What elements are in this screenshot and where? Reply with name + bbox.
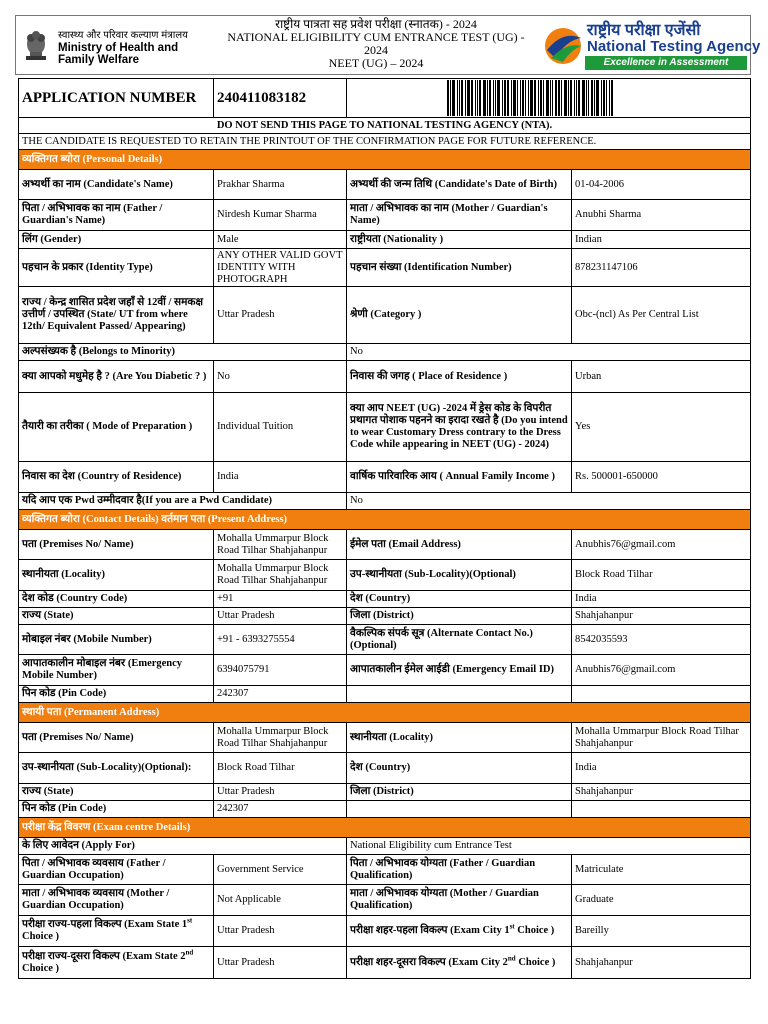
mobile-value: +91 - 6393275554 xyxy=(214,625,347,655)
mother-name-label: माता / अभिभावक का नाम (Mother / Guardian's Name) xyxy=(347,200,572,231)
present-state-label: राज्य (State) xyxy=(19,608,214,625)
minority-value: No xyxy=(347,344,751,361)
mother-qualification-value: Graduate xyxy=(572,885,751,916)
present-locality-value: Mohalla Ummarpur Block Road Tilhar Shahjahanpur xyxy=(214,560,347,591)
identification-number-value: 878231147106 xyxy=(572,249,751,287)
present-state-value: Uttar Pradesh xyxy=(214,608,347,625)
notice-retain-printout: THE CANDIDATE IS REQUESTED TO RETAIN THE PRINTOUT OF THE CONFIRMATION PAGE FOR FUTURE REFERENCE. xyxy=(19,134,751,150)
exam-title-short: NEET (UG) – 2024 xyxy=(328,56,424,70)
state-12th-value: Uttar Pradesh xyxy=(214,287,347,344)
father-name-label: पिता / अभिभावक का नाम (Father / Guardian's Name) xyxy=(19,200,214,231)
dob-label: अभ्यर्थी की जन्म तिथि (Candidate's Date of Birth) xyxy=(347,170,572,200)
father-qualification-label: पिता / अभिभावक योग्यता (Father / Guardian Qualification) xyxy=(347,855,572,885)
exam-city-1-label: परीक्षा शहर-पहला विकल्प (Exam City 1st Choice ) xyxy=(347,916,572,947)
permanent-sublocality-label: उप-स्थानीयता (Sub-Locality)(Optional): xyxy=(19,753,214,784)
father-occupation-label: पिता / अभिभावक व्यवसाय (Father / Guardian Occupation) xyxy=(19,855,214,885)
present-premises-label: पता (Premises No/ Name) xyxy=(19,530,214,560)
ministry-name-hindi: स्वास्थ्य और परिवार कल्याण मंत्रालय xyxy=(58,30,188,41)
present-sublocality-value: Block Road Tilhar xyxy=(572,560,751,591)
identity-type-value: ANY OTHER VALID GOVT IDENTITY WITH PHOTOGRAPH xyxy=(214,249,347,287)
section-exam-centre: परीक्षा केंद्र विवरण (Exam centre Details) xyxy=(19,818,751,838)
state-12th-label: राज्य / केन्द्र शासित प्रदेश जहाँ से 12वीं / समकक्ष उत्तीर्ण / उपस्थित (State/ UT from where 12th/ Equivalent Passed/ Appearing) xyxy=(19,287,214,344)
apply-for-value: National Eligibility cum Entrance Test xyxy=(347,838,751,855)
section-personal-details: व्यक्तिगत ब्योरा (Personal Details) xyxy=(19,150,751,170)
email-label: ईमेल पता (Email Address) xyxy=(347,530,572,560)
application-row xyxy=(19,79,751,118)
ministry-name-line1: Ministry of Health and xyxy=(58,42,179,54)
permanent-sublocality-value: Block Road Tilhar xyxy=(214,753,347,784)
notice-do-not-send: DO NOT SEND THIS PAGE TO NATIONAL TESTING AGENCY (NTA). xyxy=(19,118,751,134)
identification-number-label: पहचान संख्या (Identification Number) xyxy=(347,249,572,287)
candidate-name-value: Prakhar Sharma xyxy=(214,170,347,200)
exam-state-1-value: Uttar Pradesh xyxy=(214,916,347,947)
permanent-country-label: देश (Country) xyxy=(347,753,572,784)
permanent-locality-value: Mohalla Ummarpur Block Road Tilhar Shahjahanpur xyxy=(572,723,751,753)
permanent-pin-value: 242307 xyxy=(214,801,347,818)
exam-state-1-label: परीक्षा राज्य-पहला विकल्प (Exam State 1st Choice ) xyxy=(19,916,214,947)
diabetic-value: No xyxy=(214,361,347,393)
permanent-pin-label: पिन कोड (Pin Code) xyxy=(19,801,214,818)
country-code-value: +91 xyxy=(214,591,347,608)
pwd-label: यदि आप एक Pwd उम्मीदवार है(If you are a Pwd Candidate) xyxy=(19,493,347,510)
permanent-state-value: Uttar Pradesh xyxy=(214,784,347,801)
gender-label: लिंग (Gender) xyxy=(19,231,214,249)
dress-code-value: Yes xyxy=(572,393,751,462)
apply-for-label: के लिए आवेदन (Apply For) xyxy=(19,838,347,855)
confirmation-table xyxy=(18,78,751,979)
exam-city-2-label: परीक्षा शहर-दूसरा विकल्प (Exam City 2nd Choice ) xyxy=(347,947,572,979)
permanent-premises-label: पता (Premises No/ Name) xyxy=(19,723,214,753)
exam-title-hindi: राष्ट्रीय पात्रता सह प्रवेश परीक्षा (स्नातक) - 2024 xyxy=(275,17,477,31)
barcode-image xyxy=(447,79,747,117)
country-residence-label: निवास का देश (Country of Residence) xyxy=(19,462,214,493)
ministry-block xyxy=(22,28,212,68)
category-value: Obc-(ncl) As Per Central List xyxy=(572,287,751,344)
exam-title-english: NATIONAL ELIGIBILITY CUM ENTRANCE TEST (UG) - 2024 xyxy=(227,30,525,57)
family-income-value: Rs. 500001-650000 xyxy=(572,462,751,493)
exam-state-2-label: परीक्षा राज्य-दूसरा विकल्प (Exam State 2nd Choice ) xyxy=(19,947,214,979)
section-permanent-address: स्थायी पता (Permanent Address) xyxy=(19,703,751,723)
gender-value: Male xyxy=(214,231,347,249)
present-country-value: India xyxy=(572,591,751,608)
father-qualification-value: Matriculate xyxy=(572,855,751,885)
country-residence-value: India xyxy=(214,462,347,493)
residence-place-label: निवास की जगह ( Place of Residence ) xyxy=(347,361,572,393)
application-number-label: APPLICATION NUMBER xyxy=(19,79,214,118)
emergency-email-value: Anubhis76@gmail.com xyxy=(572,655,751,686)
permanent-district-label: जिला (District) xyxy=(347,784,572,801)
nta-name-english: National Testing Agency xyxy=(587,38,761,55)
present-premises-value: Mohalla Ummarpur Block Road Tilhar Shahjahanpur xyxy=(214,530,347,560)
present-locality-label: स्थानीयता (Locality) xyxy=(19,560,214,591)
present-pin-value: 242307 xyxy=(214,686,347,703)
permanent-state-label: राज्य (State) xyxy=(19,784,214,801)
nta-tagline: Excellence in Assessment xyxy=(585,56,747,70)
emergency-mobile-label: आपातकालीन मोबाइल नंबर (Emergency Mobile Number) xyxy=(19,655,214,686)
exam-city-1-value: Bareilly xyxy=(572,916,751,947)
present-sublocality-label: उप-स्थानीयता (Sub-Locality)(Optional) xyxy=(347,560,572,591)
barcode-cell xyxy=(347,79,751,118)
residence-place-value: Urban xyxy=(572,361,751,393)
candidate-name-label: अभ्यर्थी का नाम (Candidate's Name) xyxy=(19,170,214,200)
ministry-name-line2: Family Welfare xyxy=(58,54,139,66)
father-occupation-value: Government Service xyxy=(214,855,347,885)
mobile-label: मोबाइल नंबर (Mobile Number) xyxy=(19,625,214,655)
dress-code-label: क्या आप NEET (UG) -2024 में ड्रेस कोड के विपरीत प्रथागत पोशाक पहनने का इरादा रखते है (Do you intend to wear Customary Dress contrary to the Dress Code while appearing in NEET (UG) - 2024) xyxy=(347,393,572,462)
exam-state-2-value: Uttar Pradesh xyxy=(214,947,347,979)
email-value: Anubhis76@gmail.com xyxy=(572,530,751,560)
mother-occupation-value: Not Applicable xyxy=(214,885,347,916)
dob-value: 01-04-2006 xyxy=(572,170,751,200)
exam-city-2-value: Shahjahanpur xyxy=(572,947,751,979)
minority-label: अल्पसंख्यक है (Belongs to Minority) xyxy=(19,344,347,361)
permanent-locality-label: स्थानीयता (Locality) xyxy=(347,723,572,753)
mother-name-value: Anubhi Sharma xyxy=(572,200,751,231)
nta-logo-icon xyxy=(541,24,585,68)
nationality-value: Indian xyxy=(572,231,751,249)
present-country-label: देश (Country) xyxy=(347,591,572,608)
father-name-value: Nirdesh Kumar Sharma xyxy=(214,200,347,231)
mother-occupation-label: माता / अभिभावक व्यवसाय (Mother / Guardian Occupation) xyxy=(19,885,214,916)
section-contact-details: व्यक्तिगत ब्योरा (Contact Details) वर्तमान पता (Present Address) xyxy=(19,510,751,530)
page-header xyxy=(15,15,761,75)
present-district-label: जिला (District) xyxy=(347,608,572,625)
national-emblem-icon xyxy=(22,28,50,64)
nta-logo-block xyxy=(541,18,761,72)
present-district-value: Shahjahanpur xyxy=(572,608,751,625)
identity-type-label: पहचान के प्रकार (Identity Type) xyxy=(19,249,214,287)
emergency-mobile-value: 6394075791 xyxy=(214,655,347,686)
family-income-label: वार्षिक पारिवारिक आय ( Annual Family Income ) xyxy=(347,462,572,493)
country-code-label: देश कोड (Country Code) xyxy=(19,591,214,608)
preparation-mode-value: Individual Tuition xyxy=(214,393,347,462)
emergency-email-label: आपातकालीन ईमेल आईडी (Emergency Email ID) xyxy=(347,655,572,686)
application-number-value: 240411083182 xyxy=(214,79,347,118)
category-label: श्रेणी (Category ) xyxy=(347,287,572,344)
exam-title-block xyxy=(216,18,536,70)
preparation-mode-label: तैयारी का तरीका ( Mode of Preparation ) xyxy=(19,393,214,462)
diabetic-label: क्या आपको मधुमेह है ? (Are You Diabetic ? ) xyxy=(19,361,214,393)
permanent-district-value: Shahjahanpur xyxy=(572,784,751,801)
pwd-value: No xyxy=(347,493,751,510)
present-pin-label: पिन कोड (Pin Code) xyxy=(19,686,214,703)
permanent-premises-value: Mohalla Ummarpur Block Road Tilhar Shahjahanpur xyxy=(214,723,347,753)
mother-qualification-label: माता / अभिभावक योग्यता (Mother / Guardian Qualification) xyxy=(347,885,572,916)
nationality-label: राष्ट्रीयता (Nationality ) xyxy=(347,231,572,249)
nta-name-hindi: राष्ट्रीय परीक्षा एजेंसी xyxy=(587,22,701,39)
permanent-country-value: India xyxy=(572,753,751,784)
alternate-contact-value: 8542035593 xyxy=(572,625,751,655)
alternate-contact-label: वैकल्पिक संपर्क सूत्र (Alternate Contact No.) (Optional) xyxy=(347,625,572,655)
